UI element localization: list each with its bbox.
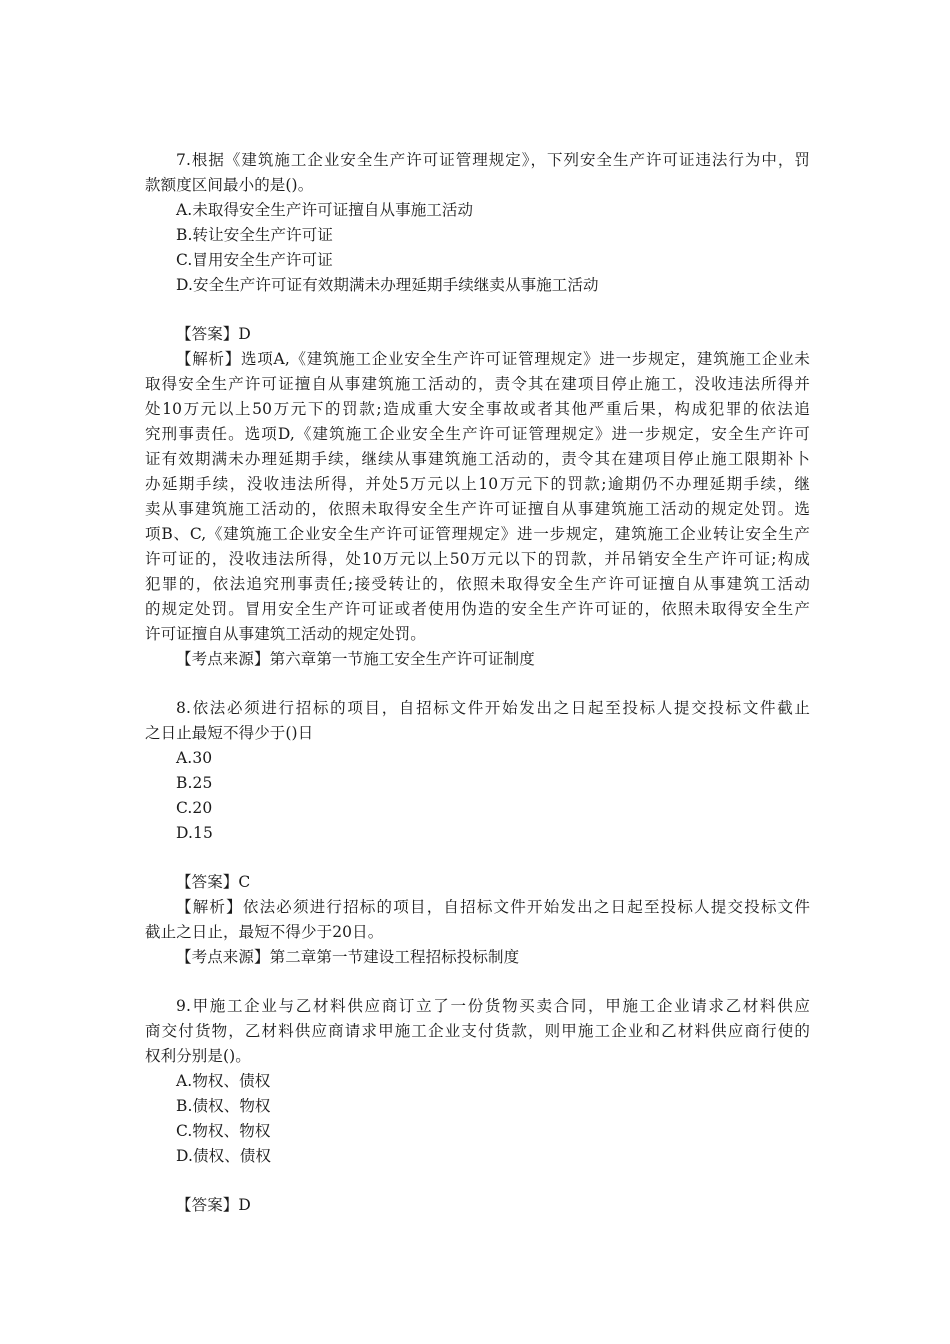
option-c: C.冒用安全生产许可证 xyxy=(176,251,333,269)
answer: 【答案】D xyxy=(176,1196,251,1214)
option-a: A.30 xyxy=(176,749,213,767)
option-b: B.25 xyxy=(176,774,213,792)
option-d: D.债权、债权 xyxy=(176,1147,272,1165)
question-stem-line: 之日止最短不得少于()日 xyxy=(145,724,314,742)
analysis-line: 许可证的，没收违法所得，处10万元以上50万元以下的罚款，并吊销安全生产许可证;构成 xyxy=(145,550,810,568)
spacer xyxy=(145,298,810,322)
option-d: D.安全生产许可证有效期满未办理延期手续继卖从事施工活动 xyxy=(176,276,599,294)
option-c: C.20 xyxy=(176,799,213,817)
spacer xyxy=(145,1169,810,1193)
question-9 xyxy=(145,994,810,1218)
source: 【考点来源】第六章第一节施工安全生产许可证制度 xyxy=(176,650,535,668)
analysis-line: 办延期手续，没收违法所得，并处5万元以上10万元下的罚款;逾期仍不办理延期手续，继 xyxy=(145,475,810,493)
option-b: B.债权、物权 xyxy=(176,1097,271,1115)
option-a: A.未取得安全生产许可证擅自从事施工活动 xyxy=(176,201,474,219)
analysis-line: 【解析】依法必须进行招标的项目，自招标文件开始发出之日起至投标人提交投标文件 xyxy=(176,898,810,916)
analysis-line: 卖从事建筑施工活动的，依照未取得安全生产许可证擅自从事建筑施工活动的规定处罚。选 xyxy=(145,500,810,518)
answer: 【答案】D xyxy=(176,325,251,343)
question-stem-line: 9.甲施工企业与乙材料供应商订立了一份货物买卖合同，甲施工企业请求乙材料供应 xyxy=(176,997,810,1015)
analysis-line: 截止之日止，最短不得少于20日。 xyxy=(145,923,384,941)
source: 【考点来源】第二章第一节建设工程招标投标制度 xyxy=(176,948,520,966)
option-d: D.15 xyxy=(176,824,213,842)
analysis-line: 许可证擅自从事建筑工活动的规定处罚。 xyxy=(145,625,426,643)
analysis-line: 处10万元以上50万元下的罚款;造成重大安全事故或者其他严重后果，构成犯罪的依法追 xyxy=(145,400,810,418)
option-b: B.转让安全生产许可证 xyxy=(176,226,333,244)
analysis-line: 证有效期满未办理延期手续，继续从事建筑施工活动的，责令其在建项目停止施工限期补卜 xyxy=(145,450,810,468)
analysis-line: 犯罪的，依法追究刑事责任;接受转让的，依照未取得安全生产许可证擅自从事建筑工活动 xyxy=(145,575,810,593)
analysis-line: 项B、C,《建筑施工企业安全生产许可证管理规定》进一步规定，建筑施工企业转让安全生产 xyxy=(145,525,810,543)
question-8 xyxy=(145,696,810,970)
analysis-line: 取得安全生产许可证擅自从事建筑施工活动的，责令其在建项目停止施工，没收违法所得并 xyxy=(145,375,810,393)
question-stem-line: 7.根据《建筑施工企业安全生产许可证管理规定》，下列安全生产许可证违法行为中，罚 xyxy=(176,151,810,169)
option-a: A.物权、债权 xyxy=(176,1072,271,1090)
analysis-line: 究刑事责任。选项D,《建筑施工企业安全生产许可证管理规定》进一步规定，安全生产许可 xyxy=(145,425,810,443)
spacer xyxy=(145,970,810,994)
question-stem-line: 权利分别是()。 xyxy=(145,1047,251,1065)
spacer xyxy=(145,672,810,696)
spacer xyxy=(145,846,810,870)
question-7 xyxy=(145,148,810,672)
analysis-line: 【解析】选项A,《建筑施工企业安全生产许可证管理规定》进一步规定，建筑施工企业未 xyxy=(176,350,810,368)
analysis-line: 的规定处罚。冒用安全生产许可证或者使用伪造的安全生产许可证的，依照未取得安全生产 xyxy=(145,600,810,618)
document-page xyxy=(145,148,810,1218)
question-stem-line: 商交付货物，乙材料供应商请求甲施工企业支付货款，则甲施工企业和乙材料供应商行使的 xyxy=(145,1022,810,1040)
option-c: C.物权、物权 xyxy=(176,1122,271,1140)
question-stem-line: 款额度区间最小的是()。 xyxy=(145,176,314,194)
answer: 【答案】C xyxy=(176,873,251,891)
question-stem-line: 8.依法必须进行招标的项目，自招标文件开始发出之日起至投标人提交投标文件截止 xyxy=(176,699,810,717)
